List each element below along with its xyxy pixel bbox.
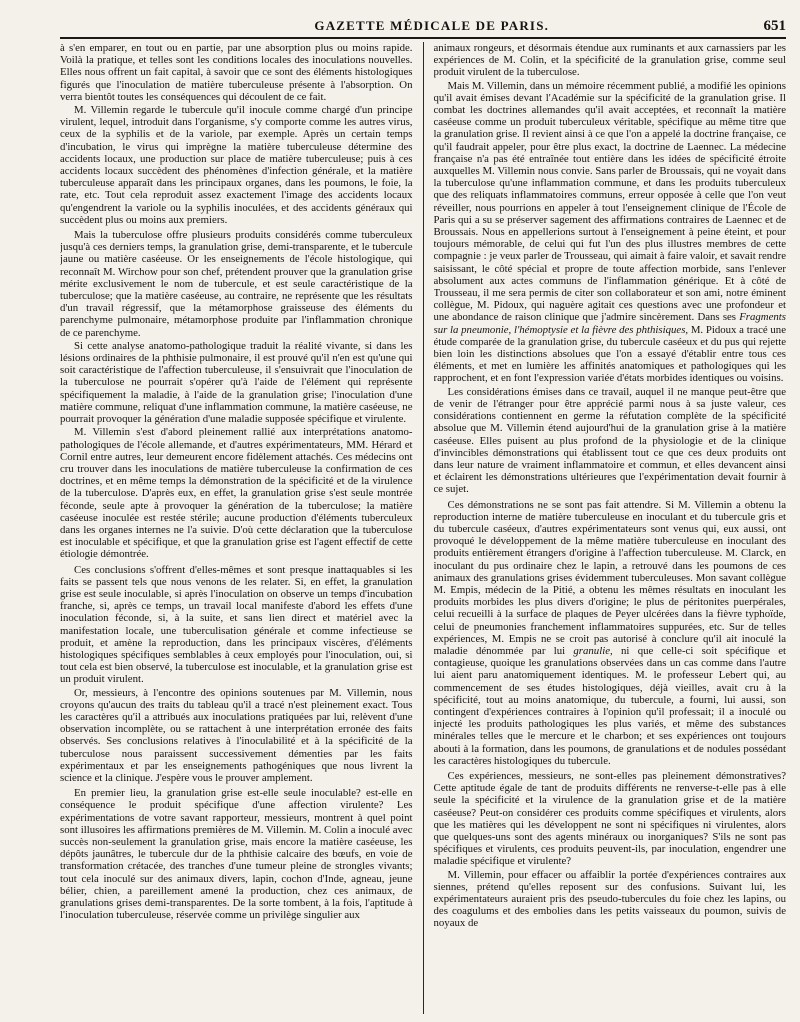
paragraph: Ces expériences, messieurs, ne sont-elles pas pleinement démonstratives? Cette aptitude égale de tant de produits différents ne renverse-t-elle pas à elle seule la spécificité et la virulence de la granulation grise et de la matière caséeuse? Peut-on considérer ces produits comme spécifiques et virulents, alors que les matières qui les développent ne sont ni spécifiques ni virulentes, alors que quelques-uns sont des agents minéraux ou inorganiques? S'ils ne sont pas spécifiques et virulents, ces produits peuvent-ils, par inoculation, engendrer une maladie spécifique et virulente? bbox=[433, 769, 786, 868]
paragraph: Ces conclusions s'offrent d'elles-mêmes et sont presque inattaquables si les faits se passent tels que nous venons de les relater. Si, en effet, la granulation grise est seule inoculable, si après l'inoculation on observe un temps d'incubation franche, si, après ce temps, un travail local manifeste d'abord les effets d'une inoculation féconde, si, à la suite, et sans lien direct et matériel avec la manifestation locale, une tuberculisation générale et comme infectieuse se produit, et amène la reproduction, dans les principaux viscères, d'éléments histologiques spécifiques semblables à ceux employés pour l'inoculation, oui, si tout cela est bien observé, la tuberculose est inoculable, et la granulation grise est un produit virulent. bbox=[60, 563, 413, 686]
paragraph: Mais la tuberculose offre plusieurs produits considérés comme tuberculeux jusqu'à ces derniers temps, la granulation grise, demi-transparente, et le tubercule jaune ou matière caséeuse. Or les enseignements de l'école histologique, qui reconnaît M. Wirchow pour son chef, prétendent prouver que la granulation grise mérite exclusivement le nom de tubercule, et est seule caractéristique de la tuberculose; que la matière caséeuse, au contraire, ne représente que les résultats d'un travail régressif, que la métamorphose graisseuse des éléments du parenchyme pulmonaire, métamorphose produite par l'inflammation chronique de ce parenchyme. bbox=[60, 229, 413, 339]
journal-title: GAZETTE MÉDICALE DE PARIS. bbox=[314, 18, 550, 33]
left-column bbox=[60, 42, 413, 1014]
paragraph-text: Ces démonstrations ne se sont pas fait attendre. Si M. Villemin a obtenu la reproduction interne de matière tuberculeuse en inoculant et du tubercule gris et du tubercule caséeux, d'autres expérimentateurs sont venus qui, eux aussi, ont provoqué le développement de la même matière tuberculeuse en inoculant des produits entièrement étrangers d'origine à l'affection tuberculeuse. M. Clarck, en inoculant du pus ordinaire chez le lapin, a retrouvé dans les poumons de ces animaux des granulations grises évidemment tuberculeuses. Mon savant collègue M. Empis, médecin de la Pitié, a obtenu les mêmes résultats en inoculant les produits morbides les plus divers d'origine; le plus de péritonites puerpérales, celui recueilli à la surface de plaques de Peyer ulcérées dans la fièvre typhoïde, celui de pneumonies franchement inflammatoires suppurées, etc. Sur de telles expériences, M. Empis ne se croit pas autorisé à conclure qu'il ait inoculé la maladie dénommée par lui bbox=[433, 498, 786, 657]
paragraph: Les considérations émises dans ce travail, auquel il ne manque peut-être que de venir de l'étranger pour être apprécié parmi nous à sa juste valeur, ces considérations contiennent en germe la réfutation complète de la spécificité absolue que M. Villemin étend aujourd'hui de la granulation grise à la matière caséeuse. Elles puisent au plus profond de la physiologie et de la clinique d'invincibles démonstrations qui établissent tout ce que ces deux produits ont dans leur nature de vraiment inflammatoire et commun, et elles devancent ainsi et éclairent les démonstrations ultérieures que l'expérimentation devait fournir à ce sujet. bbox=[433, 385, 786, 496]
header-rule bbox=[60, 37, 786, 39]
paragraph bbox=[434, 499, 787, 767]
paragraph: M. Villemin regarde le tubercule qu'il inocule comme chargé d'un principe virulent, lequel, introduit dans l'organisme, s'y comporte comme les autres virus, ceux de la syphilis et de la variole, par exemple. Après un certain temps d'incubation, le virus qui imprègne la matière tuberculeuse détermine des accidents locaux, une production sur place de matière tuberculeuse; puis à ces accidents locaux succèdent des phénomènes d'infection générale, et la matière tuberculeuse apparaît dans les principaux organes, dans les poumons, le foie, la rate, etc. Tout cela reproduit assez exactement l'image des accidents locaux qu'engendrent la variole ou la syphilis inoculées, et des accidents généraux qui succèdent plus ou moins aux premiers. bbox=[60, 104, 413, 226]
paragraph-text: Mais M. Villemin, dans un mémoire récemment publié, a modifié les opinions qu'il avait émises devant l'Académie sur la spécificité de la granulation grise. Il combat les doctrines allemandes qu'il avait acceptées, et reconnaît la matière caséeuse comme un produit tuberculeux véritable, spécifique au même titre que la granulation grise. Il revient ainsi à ce que l'on a appelé la doctrine française, ce qu'il faudrait appeler, pour être plus exact, la doctrine de Laennec. La médecine française n'a pas été entraînée tout entière dans les idées de spécificité étroite auxquelles M. Villemin nous convie. Sans parler de Broussais, qui ne voyait dans la tuberculose qu'une inflammation commune, et dans les produits tuberculeux que des reliquats inflammatoires communs, erreur opposée à celle que l'on veut réveiller, nous pourrions en appeler à tout l'enseignement clinique de l'École de Paris qui a su se préserver sagement des affirmations contraires de Laennec et de Broussais. Nous en appellerions surtout à l'enseignement à peine éteint, et pour toujours mémorable, de celui qui fut l'un des plus illustres membres de cette compagnie : je veux parler de Trousseau, qui aimait à faire valoir, et savait rendre saisissant, le côté spécial et propre de toute affection morbide, sans l'enlever absolument aux actes communs de l'inflammation générique. Et à côté de Trousseau, il me sera permis de citer son collaborateur et son ami, notre éminent collègue, M. Pidoux, qui naguère agitait ces questions avec une profondeur et une abondance de raison clinique que j'admire sincèrement. Dans ses bbox=[433, 79, 786, 324]
paragraph bbox=[434, 80, 787, 385]
page-header bbox=[60, 18, 786, 36]
paragraph: Si cette analyse anatomo-pathologique traduit la réalité vivante, si dans les lésions ordinaires de la phthisie pulmonaire, il est prouvé qu'il n'en est qu'une qui soit caractéristique de l'affection tuberculeuse, il s'ensuivrait que l'inoculation de la tuberculose ne pourrait s'opérer qu'à l'aide de l'élément qui représente spécifiquement la maladie, à l'aide de la granulation grise; l'inoculation d'une matière commune, reliquat d'une inflammation commune, la matière caséeuse, ne pourrait provoquer la génération d'une maladie supposée spécifique et virulente. bbox=[60, 339, 413, 426]
article-columns bbox=[60, 42, 786, 1014]
paragraph: animaux rongeurs, et désormais étendue aux ruminants et aux carnassiers par les expériences de M. Colin, et la spécificité de la granulation grise, comme seul produit virulent de la tuberculose. bbox=[433, 42, 786, 79]
right-column bbox=[434, 42, 787, 1014]
paragraph: Or, messieurs, à l'encontre des opinions soutenues par M. Villemin, nous croyons qu'aucun des traits du tableau qu'il a tracé n'est pleinement exact. Tous les caractères qu'il a attribués aux inoculations pratiquées par lui, relèvent d'une observation incomplète, ou se rattachent à une interprétation erronée des faits observés. Ses conclusions relatives à l'inoculabilité et à la spécificité de la tuberculose nous paraissent successivement démenties par les faits expérimentaux et par les enseignements pathogéniques que nous livrent la science et la clinique. J'espère vous le prouver amplement. bbox=[60, 686, 413, 784]
paragraph-text: M. Pidoux a tracé une étude comparée de la granulation grise, du tubercule caséeux et du pus qui rejette bien loin les distinctions absolues que l'on a essayé d'établir entre tous ces éléments, et met en lumière les affinités anatomiques et pathologiques qui les rapprochent, et en font l'expression variée d'états morbides identiques ou voisins. bbox=[433, 323, 786, 385]
page-number: 651 bbox=[763, 18, 786, 34]
paragraph: à s'en emparer, en tout ou en partie, par une absorption plus ou moins rapide. Voilà la pratique, et telles sont les conditions locales des inoculations nouvelles. Elles nous offrent un fait capital, à savoir que ce sont des éléments histologiques figurés que l'inoculation de matière tuberculeuse présente à l'absorption. On verra bientôt toutes les conséquences qui découlent de ce fait. bbox=[60, 42, 413, 103]
paragraph-text: ni que celle-ci soit spécifique et contagieuse, quoique les granulations observées dans un cas comme dans l'autre lui aient paru anatomiquement identiques. M. le professeur Lebert qui, au commencement de ses études histologiques, déjà vieilles, avait cru à la spécificité, tout au moins anatomique, du tubercule, a fourni, lui aussi, son contingent d'expériences contraires à l'opinion qu'il professait; il a inoculé ou injecté les produits pathologiques les plus variés, et même des substances minérales telles que le mercure et le charbon; et ses expériences ont toujours abouti à la formation, dans les poumons, de granulations et de nodules possédant les caractères histologiques du tubercule. bbox=[433, 644, 786, 767]
paragraph: M. Villemin s'est d'abord pleinement rallié aux interprétations anatomo-pathologiques de l'école allemande, et d'autres expérimentateurs, MM. Hérard et Cornil entre autres, leur demeurent encore fidèlement attachés. Ces médecins ont cru trouver dans les inoculations de matière tuberculeuse la confirmation de ces doctrines, et en même temps la démonstration de la spécificité et de la virulence de la tuberculose. D'après eux, en effet, la granulation grise s'est seule montrée féconde, seule apte à provoquer la génération de la tuberculose; la matière caséeuse inoculée est restée stérile; aucune production d'éléments tuberculeux dans les organes internes ne l'a suivie. D'où cette déclaration que la tuberculose est inoculable et spécifique, et que la granulation grise est l'agent effectif de cette étiologie démontrée. bbox=[60, 426, 413, 561]
column-divider bbox=[423, 42, 424, 1014]
paragraph: En premier lieu, la granulation grise est-elle seule inoculable? est-elle en conséquence le produit spécifique d'une affection virulente? Les expérimentations de votre savant rapporteur, messieurs, montrent à quel point sont illusoires les affirmations premières de M. Villemin. M. Colin a inoculé avec succès non-seulement la granulation grise, mais encore la matière caséeuse, les dépôts jaunâtres, le tubercule dur de la phthisie calcaire des bœufs, en voie de transformation crétacée, des tranches d'une tumeur pleine de strongles vivants; tout cela inoculé sur des animaux divers, lapin, cochon d'Inde, agneau, jeune bélier, chien, a pareillement amené la production, chez ces animaux, de granulations grises demi-transparentes. De la sorte tombent, à la fois, l'aptitude à l'inoculation tuberculeuse, réservée comme un privilège singulier aux bbox=[60, 787, 413, 922]
paragraph: M. Villemin, pour effacer ou affaiblir la portée d'expériences contraires aux siennes, prétend qu'elles reposent sur des confusions. Suivant lui, les expérimentateurs auraient pris des pseudo-tubercules du foie chez les lapins, ou des coagulums et des embolies dans les petits vaisseaux du poumon, suivis de noyaux de bbox=[433, 868, 786, 930]
book-title: Fragments sur la pneumonie, l'hémoptysie et la fièvre des phthisiques, bbox=[433, 311, 786, 336]
term-granulie: granulie, bbox=[573, 644, 613, 657]
